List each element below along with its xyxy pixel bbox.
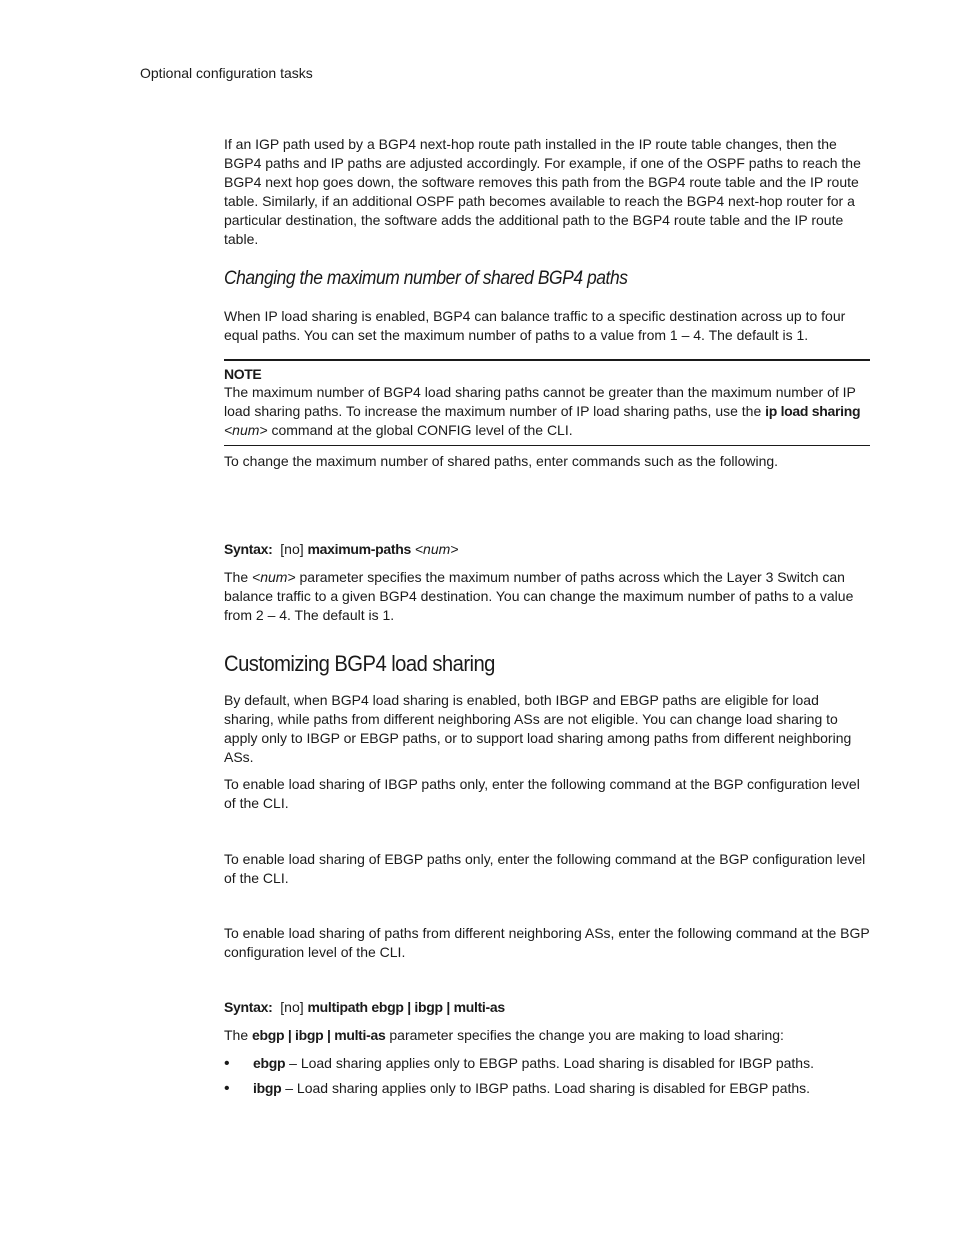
multipath-param-desc: The ebgp | ibgp | multi-as parameter specifies the change you are making to load sharing: xyxy=(224,1027,784,1043)
max-paths-syntax: Syntax: [no] maximum-paths <num> xyxy=(224,541,459,557)
max-paths-paragraph: When IP load sharing is enabled, BGP4 can balance traffic to a specific destination across up to four equal paths. You can set the maximum number of paths to a value from 1 – 4. The default is 1. xyxy=(224,308,846,343)
section-heading-max-paths: Changing the maximum number of shared BGP4 paths xyxy=(224,268,628,289)
ibgp-instruction: To enable load sharing of IBGP paths only, enter the following command at the BGP configuration level of the CLI. xyxy=(224,776,860,811)
syntax-label: Syntax: xyxy=(224,999,273,1015)
max-paths-instruction: To change the maximum number of shared paths, enter commands such as the following. xyxy=(224,453,779,469)
note-box xyxy=(224,359,870,446)
note-command: ip load sharing xyxy=(765,403,861,419)
syntax-arg: <num> xyxy=(414,541,459,557)
customizing-paragraph: By default, when BGP4 load sharing is enabled, both IBGP and EBGP paths are eligible for load sharing, while paths from different neighboring ASs are not eligible. You can change load sharing to apply only to IBGP or EBGP paths, or to support load sharing among paths from different neighboring ASs. xyxy=(224,692,852,765)
intro-paragraph: If an IGP path used by a BGP4 next-hop route path installed in the IP route table changes, then the BGP4 paths and IP paths are adjusted accordingly. For example, if one of the OSPF paths to reach the BGP4 next hop goes down, the software removes this path from the BGP4 route table and the IP route table. Similarly, if an additional OSPF path becomes available to reach the BGP4 next-hop router for a particular destination, the software adds the additional path to the BGP4 route table and the IP route table. xyxy=(224,136,861,247)
syntax-command: multipath ebgp | ibgp | multi-as xyxy=(307,999,505,1015)
note-title: NOTE xyxy=(224,366,262,382)
note-arg: <num> xyxy=(224,422,268,438)
multipath-syntax: Syntax: [no] multipath ebgp | ibgp | multi-as xyxy=(224,999,505,1015)
note-text: The maximum number of BGP4 load sharing paths cannot be greater than the maximum number of IP load sharing paths. To increase the maximum number of IP load sharing paths, use the ip load sharing <num> command at the global CONFIG level of the CLI. xyxy=(224,384,861,438)
section-heading-customizing: Customizing BGP4 load sharing xyxy=(224,651,495,676)
running-header: Optional configuration tasks xyxy=(140,65,313,81)
syntax-label: Syntax: xyxy=(224,541,273,557)
multias-instruction: To enable load sharing of paths from different neighboring ASs, enter the following command at the BGP configuration level of the CLI. xyxy=(224,925,870,960)
ebgp-instruction: To enable load sharing of EBGP paths only, enter the following command at the BGP configuration level of the CLI. xyxy=(224,851,866,886)
bullet-icon: • xyxy=(224,1080,230,1097)
syntax-command: maximum-paths xyxy=(307,541,411,557)
max-paths-param-desc: The <num> parameter specifies the maximum number of paths across which the Layer 3 Switch can balance traffic to a given BGP4 destination. You can change the maximum number of paths to a value from 2 – 4. The default is 1. xyxy=(224,569,854,623)
bullet-icon: • xyxy=(224,1055,230,1072)
